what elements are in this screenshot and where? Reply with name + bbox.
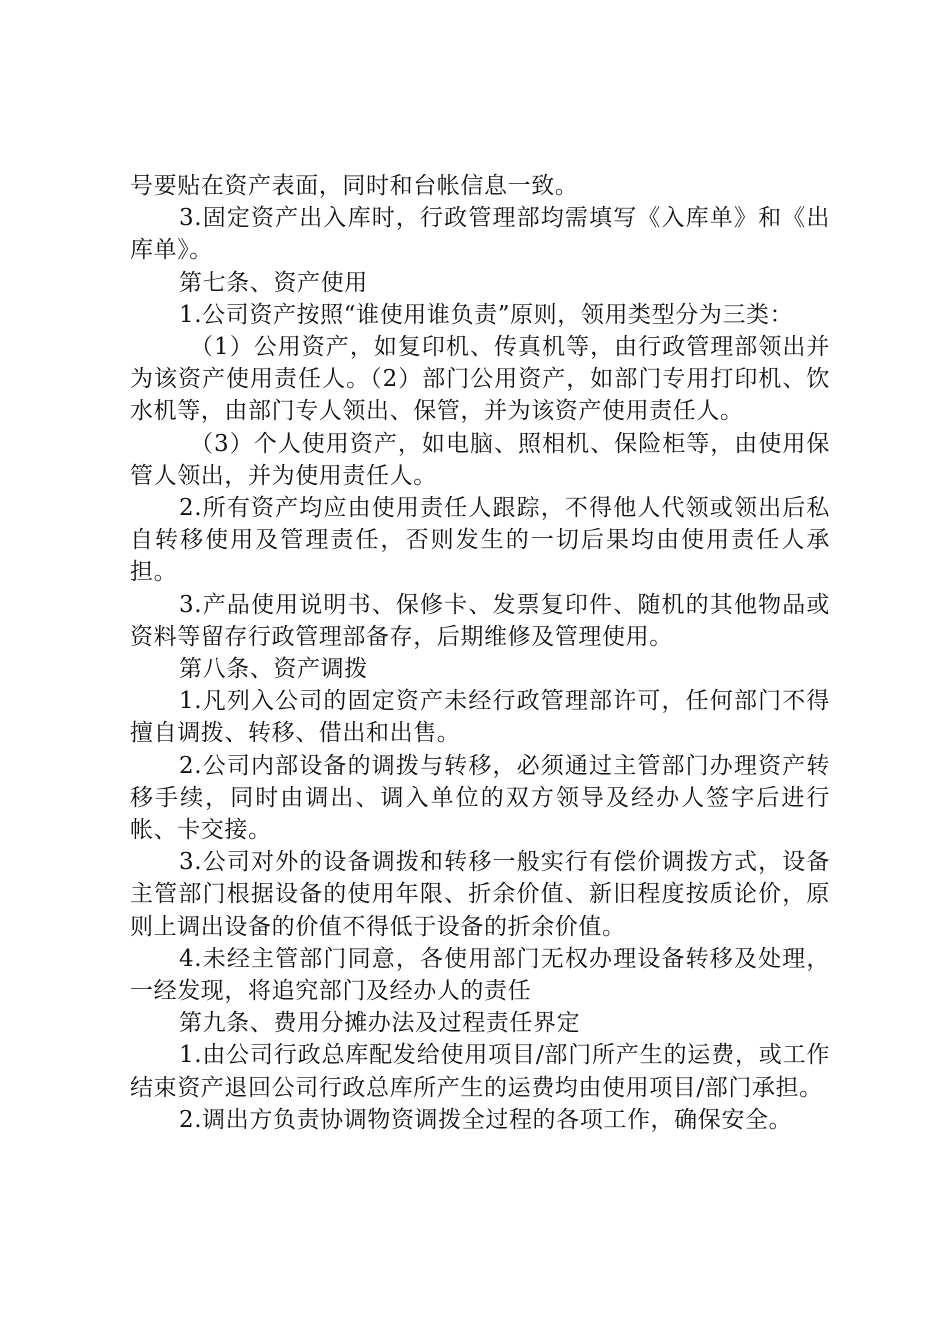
paragraph-subitem: （3）个人使用资产，如电脑、照相机、保险柜等，由使用保管人领出，并为使用责任人。 [130, 430, 830, 489]
paragraph-item: 2.公司内部设备的调拨与转移，必须通过主管部门办理资产转移手续，同时由调出、调入单位的双方领导及经办人签字后进行帐、卡交接。 [130, 752, 830, 844]
paragraph-item: 3.产品使用说明书、保修卡、发票复印件、随机的其他物品或资料等留存行政管理部备存，后期维修及管理使用。 [130, 591, 830, 650]
section-heading-article-7: 第七条、资产使用 [179, 269, 368, 296]
paragraph-item: 2.所有资产均应由使用责任人跟踪，不得他人代领或领出后私自转移使用及管理责任，否则发生的一切后果均由使用责任人承担。 [130, 495, 830, 586]
paragraph-item: 2.调出方负责协调物资调拨全过程的各项工作，确保安全。 [179, 1106, 793, 1133]
section-heading-article-9: 第九条、费用分摊办法及过程责任界定 [179, 1010, 581, 1037]
document-body [130, 170, 830, 1136]
section-heading-article-8: 第八条、资产调拨 [179, 656, 368, 683]
paragraph-continuation: 号要贴在资产表面，同时和台帐信息一致。 [130, 173, 579, 199]
paragraph-subitem: （1）公用资产，如复印机、传真机等，由行政管理部领出并为该资产使用责任人。（2）部门公用资产，如部门专用打印机、饮水机等，由部门专人领出、保管，并为该资产使用责任人。 [130, 334, 830, 425]
paragraph-item: 1.凡列入公司的固定资产未经行政管理部许可，任何部门不得擅自调拨、转移、借出和出售。 [130, 688, 830, 747]
paragraph-item: 1.公司资产按照“谁使用谁负责”原则，领用类型分为三类： [179, 301, 794, 328]
paragraph-item: 1.由公司行政总库配发给使用项目/部门所产生的运费，或工作结束资产退回公司行政总库所产生的运费均由使用项目/部门承担。 [130, 1042, 830, 1101]
paragraph-item: 3.公司对外的设备调拨和转移一般实行有偿价调拨方式，设备主管部门根据设备的使用年限、折余价值、新旧程度按质论价，原则上调出设备的价值不得低于设备的折余价值。 [130, 849, 830, 940]
paragraph-item: 4.未经主管部门同意，各使用部门无权办理设备转移及处理，一经发现，将追究部门及经办人的责任 [130, 945, 830, 1005]
paragraph-item: 3.固定资产出入库时，行政管理部均需填写《入库单》和《出库单》。 [130, 205, 830, 264]
